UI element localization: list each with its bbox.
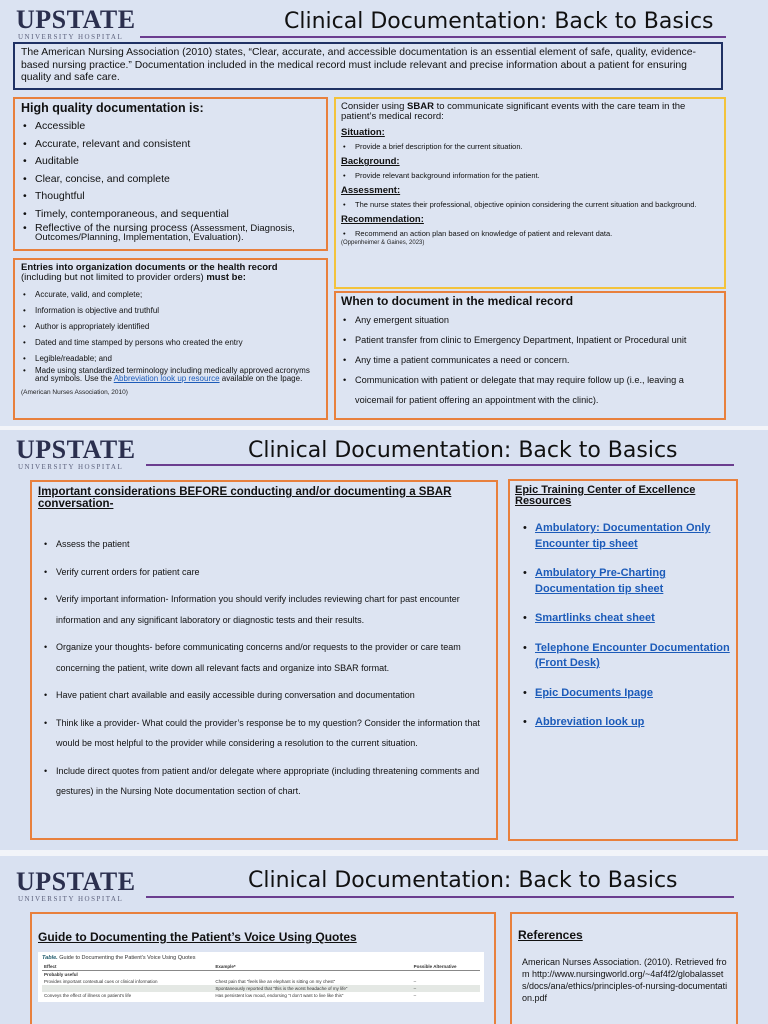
- slide-title: Clinical Documentation: Back to Basics: [284, 9, 714, 34]
- slide-title: Clinical Documentation: Back to Basics: [248, 868, 678, 893]
- list-item: [521, 641, 731, 672]
- resource-link[interactable]: Ambulatory: Documentation Only Encounter tip sheet: [535, 522, 711, 550]
- table-row: [42, 978, 480, 985]
- when-box: [334, 291, 726, 420]
- resource-link[interactable]: Abbreviation look up: [535, 716, 645, 728]
- guide-heading: Guide to Documenting the Patient’s Voice Using Quotes: [38, 930, 357, 944]
- guide-box: [30, 912, 496, 1024]
- resource-link[interactable]: Epic Documents Ipage: [535, 686, 653, 699]
- resource-link[interactable]: Telephone Encounter Documentation (Front Desk): [535, 641, 730, 669]
- epic-box: [508, 479, 738, 841]
- resource-link[interactable]: Ambulatory Pre-Charting Documentation tip sheet: [535, 567, 666, 595]
- considerations-list: [38, 534, 490, 802]
- sbar-list: [341, 143, 719, 151]
- considerations-box: [30, 480, 498, 840]
- sbar-label: Situation:: [341, 127, 385, 138]
- list-item: • Accessible: [21, 118, 320, 136]
- sbar-citation: (Oppenheimer & Gaines, 2023): [341, 240, 425, 246]
- epic-list: [515, 521, 731, 731]
- list-item: • Provide a brief description for the current situation.: [341, 143, 719, 151]
- list-item: • Accurate, relevant and consistent: [21, 136, 320, 154]
- sbar-list: [341, 201, 719, 209]
- slide-2: [0, 430, 768, 850]
- upstate-logo: UPSTATE UNIVERSITY HOSPITAL: [16, 435, 136, 471]
- entries-list: [21, 287, 320, 367]
- list-item: • Auditable: [21, 153, 320, 171]
- intro-text: The American Nursing Association (2010) states, “Clear, accurate, and accessible documentation is an essential element of safe, quality, evidence-based nursing practice.” Documentation included in the medical record must include relevant and precise information about a patient for ensuring quality and safe care.: [21, 47, 696, 83]
- entries-box: [13, 258, 328, 420]
- when-list: [341, 310, 719, 410]
- references-box: [510, 912, 738, 1024]
- table-cell: Chest pain that “feels like an elephant is sitting on my chest”: [215, 979, 336, 984]
- sbar-section: [341, 127, 719, 151]
- table-cell: –: [413, 993, 417, 998]
- sbar-sections: [341, 127, 719, 238]
- slide-title: Clinical Documentation: Back to Basics: [248, 438, 678, 463]
- list-item: • Patient transfer from clinic to Emergency Department, Inpatient or Procedural unit: [341, 330, 719, 350]
- epic-heading: Epic Training Center of Excellence Resources: [515, 484, 696, 507]
- table-cell: Conveys the effect of illness on patient’s life: [44, 993, 132, 998]
- sbar-label: Recommendation:: [341, 214, 424, 225]
- sbar-box: [334, 97, 726, 289]
- quality-list: [21, 118, 320, 224]
- guide-table-title: Table. Guide to Documenting the Patient’s Voice Using Quotes: [42, 955, 196, 961]
- table-header: Example*: [213, 963, 411, 971]
- table-cell: Spontaneously reported that “this is the worst headache of my life”: [213, 985, 411, 992]
- references-heading: References: [518, 928, 583, 942]
- abbreviation-link[interactable]: Abbreviation look up resource: [113, 374, 220, 383]
- quality-heading: High quality documentation is:: [21, 101, 204, 115]
- list-item: • Have patient chart available and easily accessible during conversation and documentation: [42, 685, 490, 706]
- list-item: • Recommend an action plan based on knowledge of patient and relevant data.: [341, 230, 719, 238]
- list-item: [521, 521, 731, 552]
- upstate-logo: UPSTATE UNIVERSITY HOSPITAL: [16, 867, 136, 903]
- table-section-label: Probably useful: [44, 972, 78, 977]
- table-cell: [42, 985, 213, 992]
- table-cell: –: [412, 985, 480, 992]
- list-item: • Assess the patient: [42, 534, 490, 555]
- list-item: [521, 686, 731, 702]
- list-item: • Communication with patient or delegate that may require follow up (i.e., leaving a voicemail for patient offering an appointment with the clinic).: [341, 370, 719, 410]
- references-text: American Nurses Association. (2010). Retrieved from http://www.nursingworld.org/~4af4f2/globalassets/docs/ana/ethics/principles-of-nursing-documentation.pdf: [522, 957, 728, 1003]
- sbar-section: [341, 214, 719, 238]
- sbar-list: [341, 172, 719, 180]
- sbar-label: Background:: [341, 156, 400, 167]
- list-item: [521, 715, 731, 731]
- list-item: • Author is appropriately identified: [21, 319, 320, 335]
- list-item: • Timely, contemporaneous, and sequential: [21, 206, 320, 224]
- list-item: • Thoughtful: [21, 188, 320, 206]
- list-item: • Think like a provider- What could the provider’s response be to my question? Consider the information that would be most helpful to the provider while considering a resolution to the current situation.: [42, 713, 490, 754]
- quality-box: [13, 97, 328, 251]
- intro-box: [13, 42, 723, 90]
- list-item: • Provide relevant background information for the patient.: [341, 172, 719, 180]
- sbar-intro: Consider using SBAR to communicate significant events with the care team in the patient’s medical record:: [341, 101, 686, 122]
- sbar-section: [341, 185, 719, 209]
- list-item: • Reflective of the nursing process (Assessment, Diagnosis, Outcomes/Planning, Implementation, Evaluation).: [21, 224, 320, 243]
- list-item: • Information is objective and truthful: [21, 303, 320, 319]
- list-item: • Organize your thoughts- before communicating concerns and/or requests to the provider or care team concerning the patient, write down all relevant facts and organize into SBAR format.: [42, 637, 490, 678]
- entries-heading: Entries into organization documents or the health record (including but not limited to provider orders) must be:: [21, 262, 278, 283]
- title-rule: [140, 36, 726, 38]
- table-cell: Provides important contextual cues or clinical information: [44, 979, 158, 984]
- title-rule: [146, 896, 734, 898]
- list-item: • The nurse states their professional, objective opinion considering the current situation and background.: [341, 201, 719, 209]
- sbar-section: [341, 156, 719, 180]
- table-section-row: [42, 971, 480, 979]
- table-header: Effect: [42, 963, 213, 971]
- list-item: • Any emergent situation: [341, 310, 719, 330]
- list-item: • Dated and time stamped by persons who created the entry: [21, 335, 320, 351]
- title-rule: [146, 464, 734, 466]
- list-item: • Made using standardized terminology including medically approved acronyms and symbols. Use the Abbreviation look up resource available on the Ipage.: [21, 367, 320, 383]
- list-item: • Clear, concise, and complete: [21, 171, 320, 189]
- considerations-heading: Important considerations BEFORE conducting and/or documenting a SBAR conversation-: [38, 486, 452, 510]
- table-header: Possible Alternative: [412, 963, 480, 971]
- entries-citation: (American Nurses Association, 2010): [21, 389, 128, 396]
- table-cell: Has persistent low mood, endorsing “I don’t want to live like this”: [215, 993, 344, 998]
- upstate-logo: UPSTATE UNIVERSITY HOSPITAL: [16, 5, 136, 41]
- list-item: • Verify current orders for patient care: [42, 562, 490, 583]
- list-item: • Legible/readable; and: [21, 351, 320, 367]
- when-heading: When to document in the medical record: [341, 294, 574, 308]
- list-item: • Verify important information- Information you should verify includes reviewing chart for past encounter information and any significant laboratory or diagnostic tests and their results.: [42, 589, 490, 630]
- list-item: • Any time a patient communicates a need or concern.: [341, 350, 719, 370]
- guide-table-panel: [38, 952, 484, 1002]
- list-item: • Include direct quotes from patient and/or delegate where appropriate (including threatening comments and gestures) in the Nursing Note documentation section of chart.: [42, 761, 490, 802]
- list-item: [521, 611, 731, 627]
- guide-table: [42, 963, 480, 999]
- sbar-list: [341, 230, 719, 238]
- sbar-label: Assessment:: [341, 185, 401, 196]
- resource-link[interactable]: Smartlinks cheat sheet: [535, 612, 655, 624]
- entries-list-last: [21, 367, 320, 383]
- table-row: [42, 985, 480, 992]
- table-cell: –: [413, 979, 417, 984]
- slide-3: [0, 856, 768, 1024]
- list-item: • Accurate, valid, and complete;: [21, 287, 320, 303]
- list-item: [521, 566, 731, 597]
- quality-list-last: [21, 221, 320, 244]
- slide-1: [0, 0, 768, 426]
- table-row: [42, 992, 480, 999]
